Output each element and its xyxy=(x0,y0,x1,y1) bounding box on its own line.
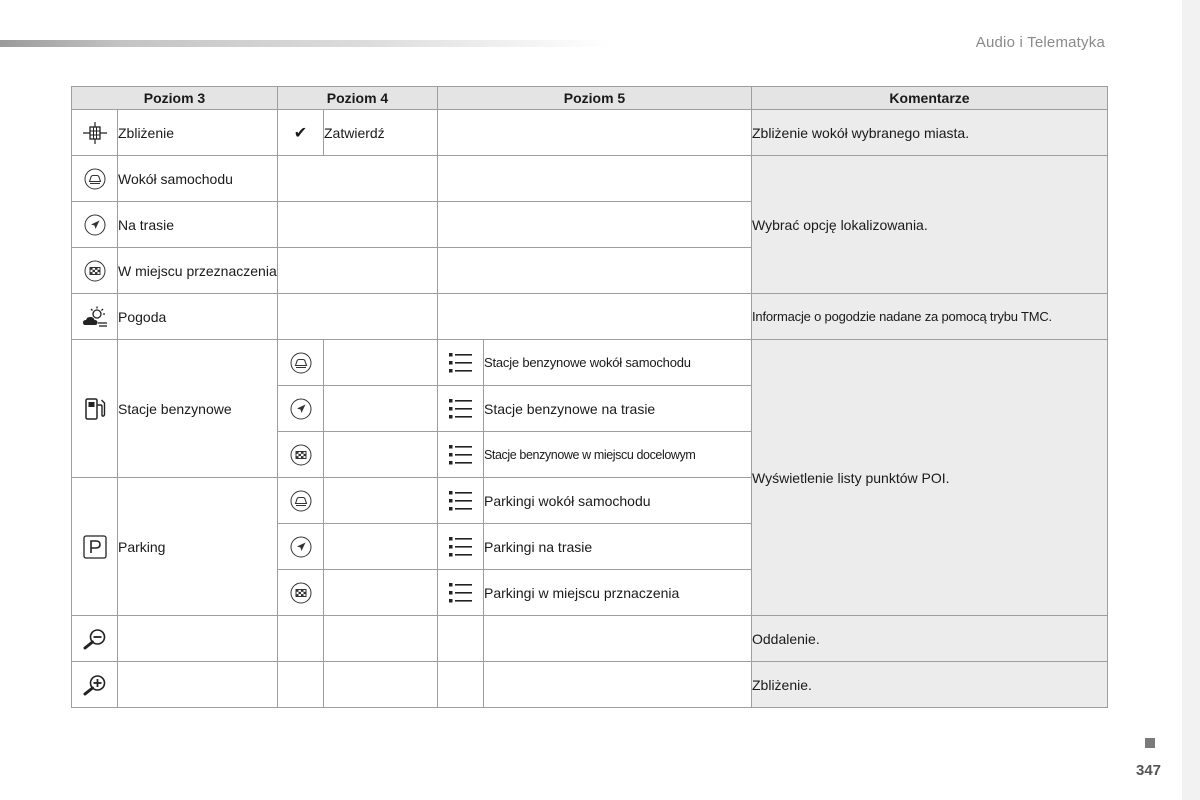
header-gradient-bar xyxy=(0,40,610,47)
table-header-row xyxy=(72,87,1108,110)
fuel-pump-icon xyxy=(72,340,118,478)
header-level3: Poziom 3 xyxy=(72,87,278,110)
option-label: Pogoda xyxy=(118,294,278,340)
page-number: 347 xyxy=(1136,762,1162,779)
option-label: Zatwierdź xyxy=(324,110,438,156)
empty-cell xyxy=(324,524,438,570)
empty-cell xyxy=(324,340,438,386)
empty-cell xyxy=(278,294,438,340)
table-row xyxy=(72,110,1108,156)
option-label: W miejscu przeznaczenia xyxy=(118,248,278,294)
option-label: Stacje benzynowe xyxy=(118,340,278,478)
empty-cell xyxy=(324,478,438,524)
table-row xyxy=(72,662,1108,708)
comment-cell: Wybrać opcję lokalizowania. xyxy=(752,156,1108,294)
navigation-arrow-icon xyxy=(72,202,118,248)
empty-cell xyxy=(278,248,438,294)
option-label: Parkingi na trasie xyxy=(484,524,752,570)
car-front-icon xyxy=(278,340,324,386)
list-icon xyxy=(438,570,484,616)
empty-cell xyxy=(438,616,484,662)
empty-cell xyxy=(438,156,752,202)
option-label: Stacje benzynowe na trasie xyxy=(484,386,752,432)
destination-flag-icon xyxy=(72,248,118,294)
empty-cell xyxy=(438,662,484,708)
map-zoom-icon xyxy=(72,110,118,156)
comment-cell: Oddalenie. xyxy=(752,616,1108,662)
option-label: Stacje benzynowe wokół samochodu xyxy=(484,340,752,386)
section-title: Audio i Telematyka xyxy=(975,34,1105,51)
option-label: Parkingi w miejscu prznaczenia xyxy=(484,570,752,616)
comment-cell: Zbliżenie. xyxy=(752,662,1108,708)
list-icon xyxy=(438,478,484,524)
empty-cell xyxy=(278,156,438,202)
empty-cell xyxy=(438,110,752,156)
navigation-arrow-icon xyxy=(278,386,324,432)
header-level5: Poziom 5 xyxy=(438,87,752,110)
table-row xyxy=(72,294,1108,340)
empty-cell xyxy=(324,616,438,662)
header-level4: Poziom 4 xyxy=(278,87,438,110)
destination-flag-icon xyxy=(278,570,324,616)
empty-cell xyxy=(324,662,438,708)
empty-cell xyxy=(324,570,438,616)
option-label: Wokół samochodu xyxy=(118,156,278,202)
empty-cell xyxy=(278,616,324,662)
car-front-icon xyxy=(278,478,324,524)
page-marker xyxy=(1145,738,1155,748)
empty-cell xyxy=(438,248,752,294)
comment-cell: Wyświetlenie listy punktów POI. xyxy=(752,340,1108,616)
empty-cell xyxy=(484,662,752,708)
empty-cell xyxy=(118,662,278,708)
zoom-in-icon xyxy=(72,662,118,708)
list-icon xyxy=(438,524,484,570)
empty-cell xyxy=(118,616,278,662)
list-icon xyxy=(438,432,484,478)
option-label: Parking xyxy=(118,478,278,616)
weather-icon xyxy=(72,294,118,340)
empty-cell xyxy=(438,202,752,248)
empty-cell xyxy=(324,386,438,432)
empty-cell xyxy=(484,616,752,662)
header-comments: Komentarze xyxy=(752,87,1108,110)
empty-cell xyxy=(278,662,324,708)
table-row xyxy=(72,340,1108,386)
option-label: Stacje benzynowe w miejscu docelowym xyxy=(484,432,752,478)
table-row xyxy=(72,156,1108,202)
car-front-icon xyxy=(72,156,118,202)
empty-cell xyxy=(278,202,438,248)
option-label: Zbliżenie xyxy=(118,110,278,156)
destination-flag-icon xyxy=(278,432,324,478)
empty-cell xyxy=(324,432,438,478)
comment-cell: Zbliżenie wokół wybranego miasta. xyxy=(752,110,1108,156)
table-row xyxy=(72,616,1108,662)
navigation-arrow-icon xyxy=(278,524,324,570)
option-label: Na trasie xyxy=(118,202,278,248)
page-edge-strip xyxy=(1182,0,1200,800)
checkmark-icon: ✔ xyxy=(278,110,324,156)
empty-cell xyxy=(438,294,752,340)
parking-icon xyxy=(72,478,118,616)
comment-cell: Informacje o pogodzie nadane za pomocą trybu TMC. xyxy=(752,294,1108,340)
list-icon xyxy=(438,386,484,432)
zoom-out-icon xyxy=(72,616,118,662)
option-label: Parkingi wokół samochodu xyxy=(484,478,752,524)
list-icon xyxy=(438,340,484,386)
menu-table xyxy=(71,86,1108,708)
